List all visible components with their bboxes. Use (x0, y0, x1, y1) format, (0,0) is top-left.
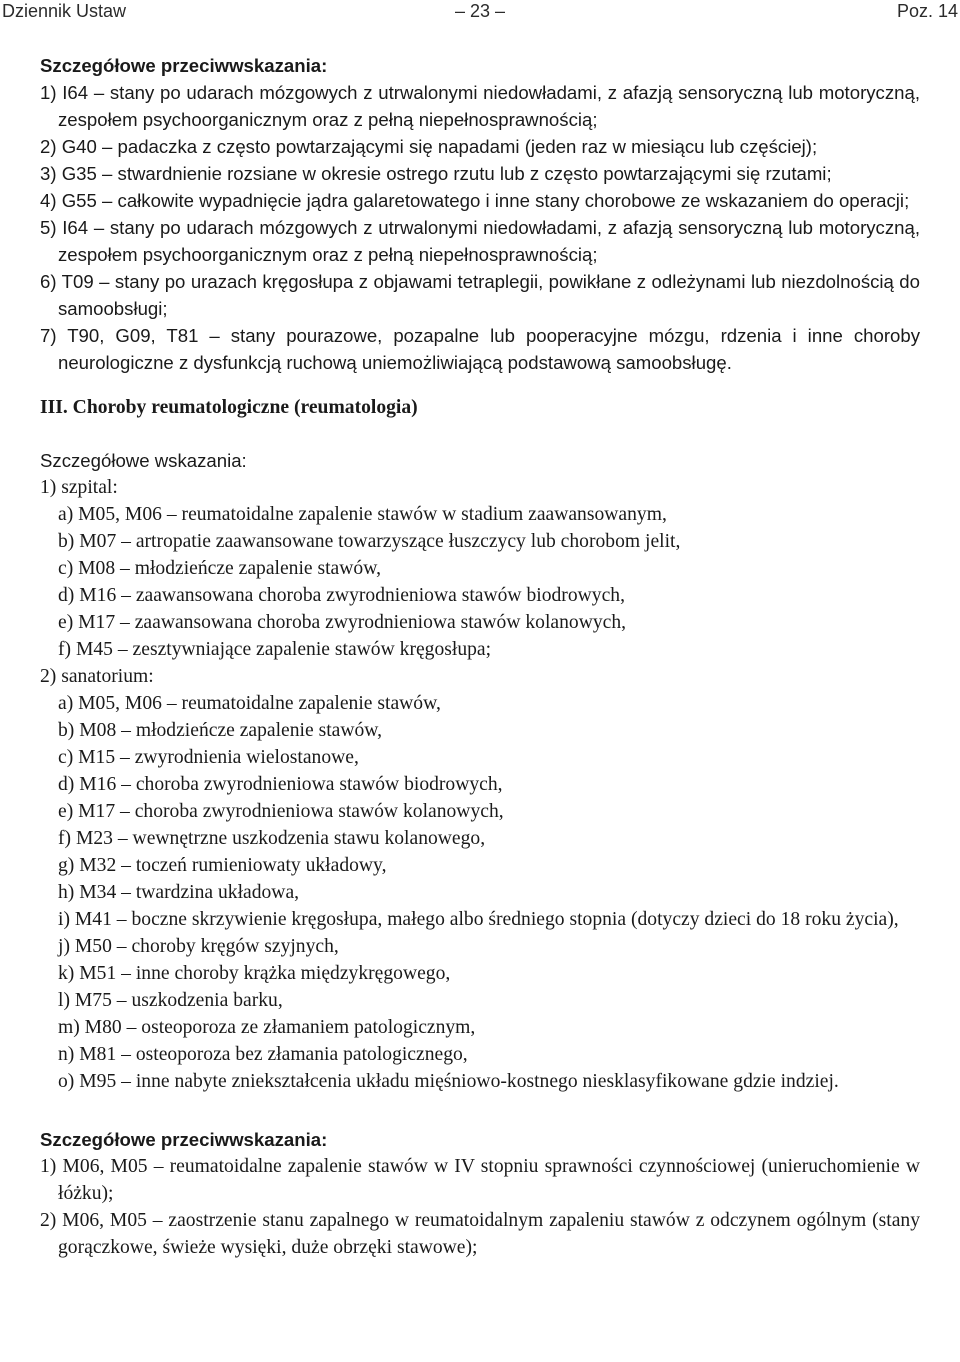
list-item: 2) M06, M05 – zaostrzenie stanu zapalnego w reumatoidalnym zapaleniu stawów z odczynem ogólnym (stany gorączkowe, świeże wysięki, duże obrzęki stawowe); (40, 1210, 920, 1258)
neurology-contraindications (40, 52, 920, 376)
list-item: d) M16 – choroba zwyrodnieniowa stawów biodrowych, (58, 774, 503, 795)
list-item: c) M08 – młodzieńcze zapalenie stawów, (58, 558, 381, 579)
hospital-list (40, 501, 920, 663)
list-item: i) M41 – boczne skrzywienie kręgosłupa, małego albo średniego stopnia (dotyczy dzieci do 18 roku życia), (58, 909, 899, 930)
list-item: 3) G35 – stwardnienie rozsiane w okresie ostrego rzutu lub z często powtarzającymi się rzutami; (40, 163, 832, 184)
list-item: h) M34 – twardzina układowa, (58, 882, 300, 903)
group-label-sanatorium: 2) sanatorium: (40, 666, 154, 687)
page-header (0, 0, 960, 26)
position-number: Poz. 14 (896, 1, 958, 21)
sanatorium-list (40, 690, 920, 1095)
list-item: l) M75 – uszkodzenia barku, (58, 990, 283, 1011)
list-item: j) M50 – choroby kręgów szyjnych, (58, 936, 339, 957)
list-item: o) M95 – inne nabyte zniekształcenia układu mięśniowo-kostnego niesklasyfikowane gdzie indziej. (58, 1071, 839, 1092)
list-item: a) M05, M06 – reumatoidalne zapalenie stawów w stadium zaawansowanym, (58, 504, 667, 525)
page-number: – 23 – (454, 1, 506, 21)
rheumatology-section (40, 394, 920, 1261)
list-item: b) M08 – młodzieńcze zapalenie stawów, (58, 720, 383, 741)
list-item: c) M15 – zwyrodnienia wielostanowe, (58, 747, 359, 768)
list-item: 2) G40 – padaczka z często powtarzającymi się napadami (jeden raz w miesiącu lub częściej); (40, 136, 818, 157)
list-item: n) M81 – osteoporoza bez złamania patologicznego, (58, 1044, 468, 1065)
list-item: f) M45 – zesztywniające zapalenie stawów kręgosłupa; (58, 639, 492, 660)
list-item: b) M07 – artropatie zaawansowane towarzyszące łuszczycy lub chorobom jelit, (58, 531, 681, 552)
indications-heading: Szczegółowe wskazania: (40, 450, 247, 471)
list-item: e) M17 – zaawansowana choroba zwyrodnieniowa stawów kolanowych, (58, 612, 627, 633)
list-item: d) M16 – zaawansowana choroba zwyrodnieniowa stawów biodrowych, (58, 585, 625, 606)
list-item: 1) M06, M05 – reumatoidalne zapalenie stawów w IV stopniu sprawności czynnościowej (unieruchomienie w łóżku); (40, 1156, 920, 1204)
list-item: f) M23 – wewnętrzne uszkodzenia stawu kolanowego, (58, 828, 486, 849)
list-item: e) M17 – choroba zwyrodnieniowa stawów kolanowych, (58, 801, 504, 822)
journal-name: Dziennik Ustaw (2, 1, 127, 21)
contraindications-heading: Szczegółowe przeciwwskazania: (40, 1129, 328, 1150)
group-label-hospital: 1) szpital: (40, 477, 118, 498)
document-body (40, 52, 920, 1261)
list-item: m) M80 – osteoporoza ze złamaniem patologicznym, (58, 1017, 476, 1038)
list-item: k) M51 – inne choroby krążka międzykręgowego, (58, 963, 451, 984)
list-item: 5) I64 – stany po udarach mózgowych z utrwalonymi niedowładami, z afazją sensoryczną lub motoryczną, zespołem psychoorganicznym oraz z pełną niepełnosprawnością; (40, 217, 920, 265)
list-item: 6) T09 – stany po urazach kręgosłupa z objawami tetraplegii, powikłane z odleżynami lub niezdolnością do samoobsługi; (40, 271, 920, 319)
list-item: a) M05, M06 – reumatoidalne zapalenie stawów, (58, 693, 441, 714)
list-item: 4) G55 – całkowite wypadnięcie jądra galaretowatego i inne stany chorobowe ze wskazaniem do operacji; (40, 190, 910, 211)
list-item: 1) I64 – stany po udarach mózgowych z utrwalonymi niedowładami, z afazją sensoryczną lub motoryczną, zespołem psychoorganicznym oraz z pełną niepełnosprawnością; (40, 82, 920, 130)
list-item: 7) T90, G09, T81 – stany pourazowe, pozapalne lub pooperacyjne mózgu, rdzenia i inne choroby neurologiczne z dysfunkcją ruchową uniemożliwiającą podstawową samoobsługę. (40, 325, 920, 373)
section-title: III. Choroby reumatologiczne (reumatologia) (40, 397, 418, 418)
list-item: g) M32 – toczeń rumieniowaty układowy, (58, 855, 387, 876)
section-heading: Szczegółowe przeciwwskazania: (40, 55, 328, 76)
